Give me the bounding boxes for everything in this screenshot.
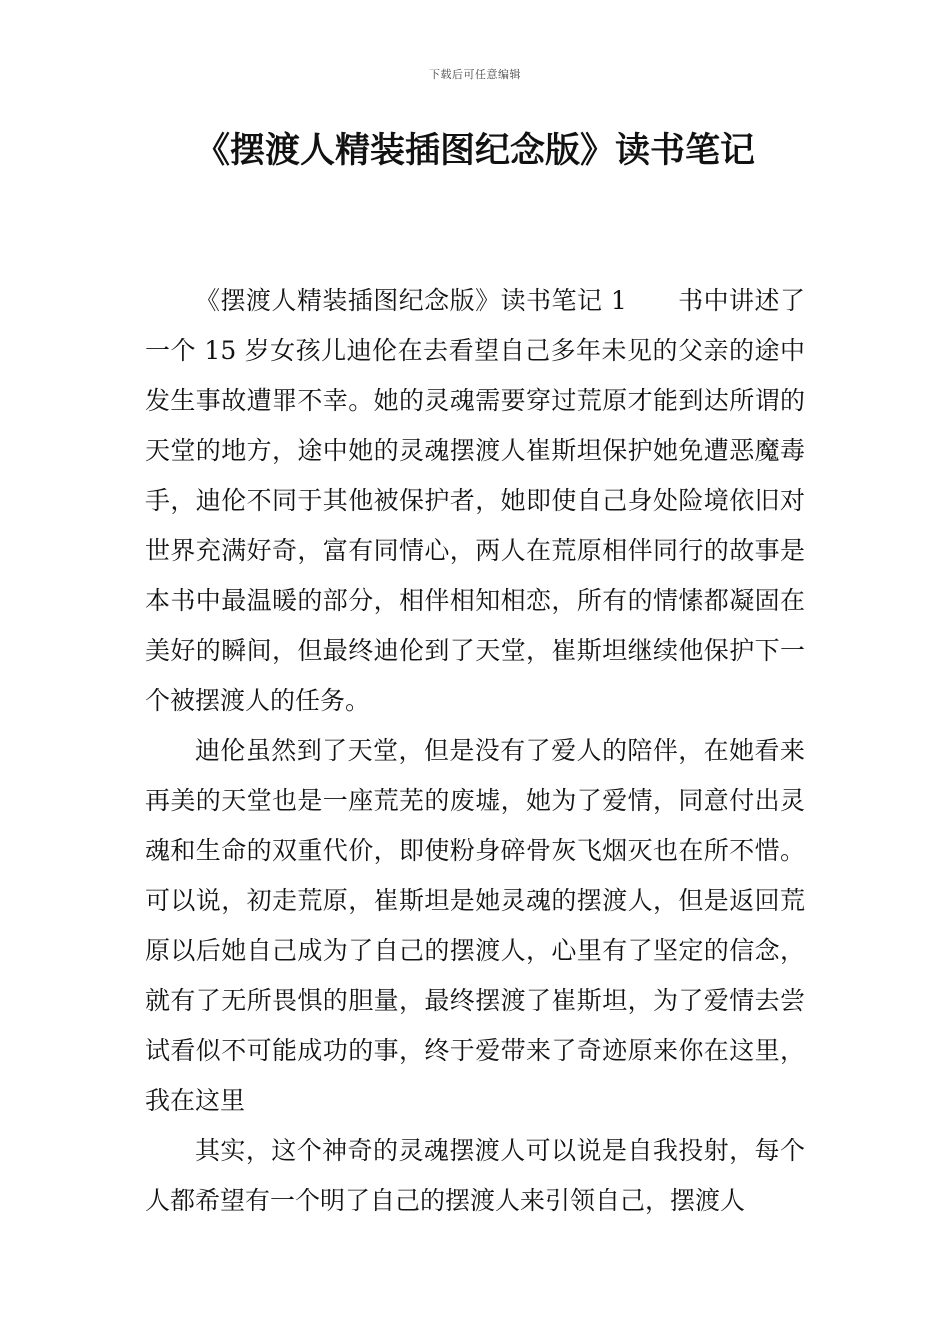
paragraph-1-text: 书中讲述了一个 15 岁女孩儿迪伦在去看望自己多年未见的父亲的途中发生事故遭罪不幸。她的灵魂需要穿过荒原才能到达所谓的天堂的地方，途中她的灵魂摆渡人崔斯坦保护她免遭恶魔毒手，迪伦不同于其他被保护者，她即使自己身处险境依旧对世界充满好奇，富有同情心，两人在荒原相伴同行的故事是本书中最温暖的部分，相伴相知相恋，所有的情愫都凝固在美好的瞬间，但最终迪伦到了天堂，崔斯坦继续他保护下一个被摆渡人的任务。 bbox=[145, 286, 805, 715]
paragraph-3: 其实，这个神奇的灵魂摆渡人可以说是自我投射，每个人都希望有一个明了自己的摆渡人来引领自己，摆渡人 bbox=[145, 1136, 805, 1215]
document-title: 《摆渡人精装插图纪念版》读书笔记 bbox=[194, 131, 755, 171]
header-note: 下载后可任意编辑 bbox=[429, 68, 521, 81]
paragraph-1 bbox=[145, 276, 805, 726]
document-body bbox=[145, 276, 805, 1226]
paragraph-2: 迪伦虽然到了天堂，但是没有了爱人的陪伴，在她看来再美的天堂也是一座荒芜的废墟，她为了爱情，同意付出灵魂和生命的双重代价，即使粉身碎骨灰飞烟灭也在所不惜。可以说，初走荒原，崔斯坦是她灵魂的摆渡人，但是返回荒原以后她自己成为了自己的摆渡人，心里有了坚定的信念，就有了无所畏惧的胆量，最终摆渡了崔斯坦，为了爱情去尝试看似不可能成功的事，终于爱带来了奇迹原来你在这里，我在这里 bbox=[145, 736, 805, 1115]
paragraph-1-heading: 《摆渡人精装插图纪念版》读书笔记 1 bbox=[195, 286, 679, 315]
